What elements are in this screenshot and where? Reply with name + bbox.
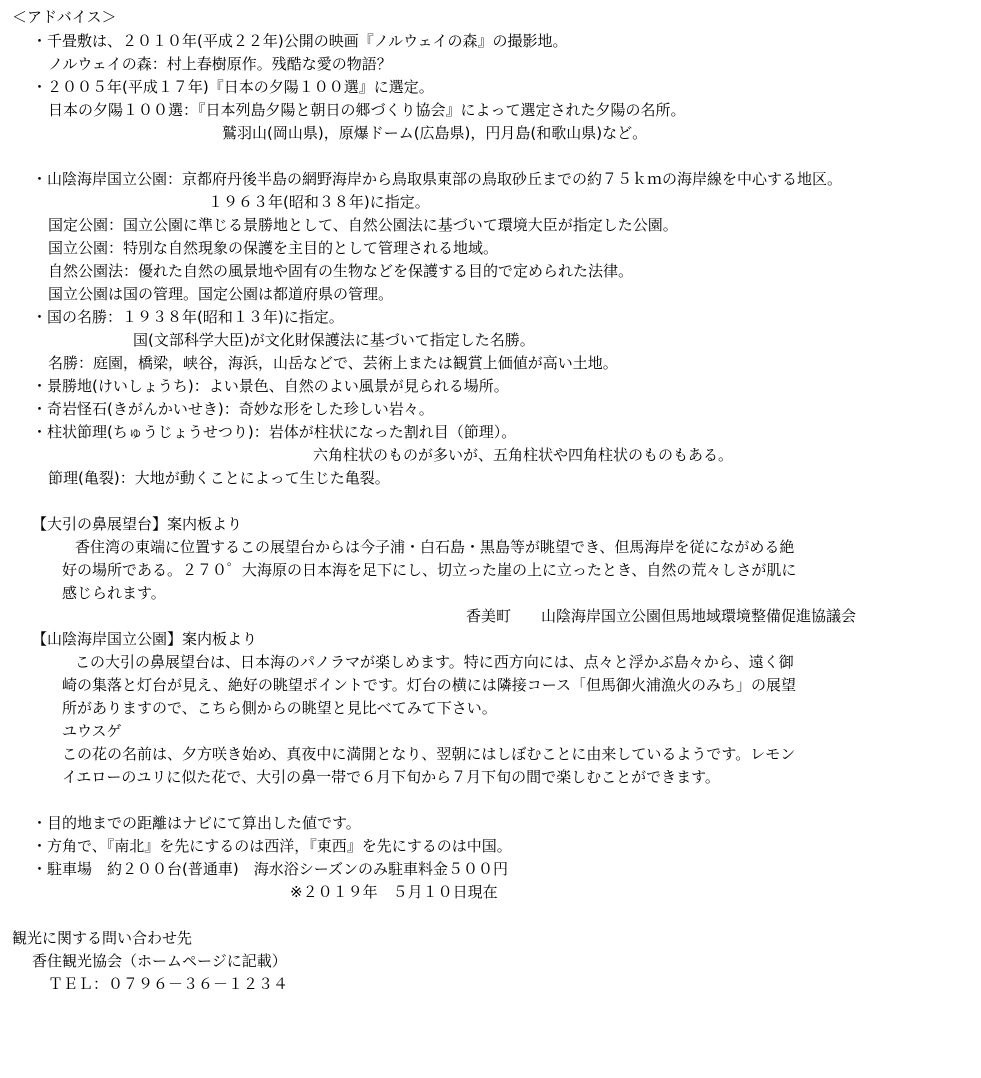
text-line: 【山陰海岸国立公園】案内板より	[32, 630, 258, 648]
text-line: １９６３年(昭和３８年)に指定。	[208, 193, 430, 211]
text-line: 崎の集落と灯台が見え、絶好の眺望ポイントです。灯台の横には隣接コース「但馬御火浦漁火のみち」の展望	[62, 676, 796, 694]
text-line: この花の名前は、夕方咲き始め、真夜中に満開となり、翌朝にはしぼむことに由来しているようです。レモン	[62, 745, 796, 763]
text-line: 【大引の鼻展望台】案内板より	[32, 515, 243, 533]
text-line: ・景勝地(けいしょうち)：よい景色、自然のよい風景が見られる場所。	[32, 377, 509, 395]
text-line: ・駐車場 約２００台(普通車) 海水浴シーズンのみ駐車料金５００円	[32, 860, 508, 878]
text-line: ユウスゲ	[62, 722, 122, 740]
text-line: 日本の夕陽１００選：『日本列島夕陽と朝日の郷づくり協会』によって選定された夕陽の名所。	[48, 101, 686, 119]
text-line: 国定公園：国立公園に準じる景勝地として、自然公園法に基づいて環境大臣が指定した公園。	[48, 216, 678, 234]
text-line: 節理(亀裂)：大地が動くことによって生じた亀裂。	[48, 469, 390, 487]
text-line: 感じられます。	[62, 584, 166, 602]
text-line: イエローのユリに似た花で、大引の鼻一帯で６月下旬から７月下旬の間で楽しむことができます。	[62, 768, 720, 786]
text-line: 好の場所である。２７０゜大海原の日本海を足下にし、切立った崖の上に立ったとき、自然の荒々しさが肌に	[62, 561, 797, 579]
text-line: ・目的地までの距離はナビにて算出した値です。	[32, 814, 361, 832]
text-line: ・国の名勝：１９３８年(昭和１３年)に指定。	[32, 308, 344, 326]
text-line: ノルウェイの森：村上春樹原作。残酷な愛の物語？	[48, 55, 392, 73]
text-line: 観光に関する問い合わせ先	[12, 929, 193, 947]
text-line: この大引の鼻展望台は、日本海のパノラマが楽しめます。特に西方向には、点々と浮かぶ島々から、遠く御	[75, 653, 794, 671]
text-line: 所がありますので、こちら側からの眺望と見比べてみて下さい。	[62, 699, 497, 717]
text-line: ・方角で、『南北』を先にするのは西洋，『東西』を先にするのは中国。	[32, 837, 512, 855]
text-line: ・千畳敷は、２０１０年(平成２２年)公開の映画『ノルウェイの森』の撮影地。	[32, 32, 568, 50]
text-line: ・奇岩怪石(きがんかいせき)：奇妙な形をした珍しい岩々。	[32, 400, 434, 418]
text-line: ・２００５年(平成１７年)『日本の夕陽１００選』に選定。	[32, 78, 434, 96]
text-line: 鷲羽山(岡山県)，原爆ドーム(広島県)，円月島(和歌山県)など。	[222, 124, 648, 142]
text-line: 国立公園：特別な自然現象の保護を主目的として管理される地域。	[48, 239, 499, 257]
text-line: 香住観光協会（ホームページに記載）	[32, 952, 287, 970]
text-line: 六角柱状のものが多いが、五角柱状や四角柱状のものもある。	[313, 446, 734, 464]
text-line: ・山陰海岸国立公園：京都府丹後半島の網野海岸から鳥取県東部の鳥取砂丘までの約７５ｋｍの海岸線を中心する地区。	[32, 170, 843, 188]
text-line: 香美町 山陰海岸国立公園但馬地域環境整備促進協議会	[466, 607, 857, 625]
text-line: 香住湾の東端に位置するこの展望台からは今子浦・白石島・黒島等が眺望でき、但馬海岸を従にながめる絶	[75, 538, 795, 556]
text-line: ・柱状節理(ちゅうじょうせつり)：岩体が柱状になった割れ目（節理）。	[32, 423, 517, 441]
text-line: 名勝：庭園，橋梁，峡谷，海浜，山岳などで、芸術上または観賞上価値が高い土地。	[48, 354, 618, 372]
text-line: 国立公園は国の管理。国定公園は都道府県の管理。	[48, 285, 394, 303]
text-line: 自然公園法：優れた自然の風景地や固有の生物などを保護する目的で定められた法律。	[48, 262, 634, 280]
text-line: ※２０１９年 ５月１０日現在	[290, 883, 498, 901]
text-line: 国(文部科学大臣)が文化財保護法に基づいて指定した名勝。	[133, 331, 535, 349]
text-line: ＜アドバイス＞	[12, 8, 117, 26]
text-line: ＴＥＬ：０７９６－３６－１２３４	[48, 975, 289, 993]
